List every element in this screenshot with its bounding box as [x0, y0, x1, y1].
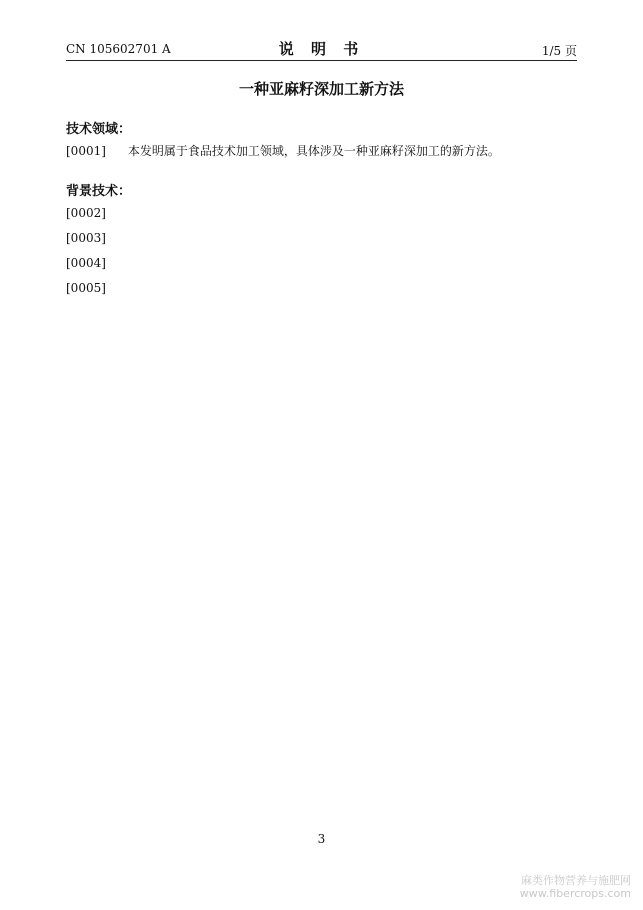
document-title: 一种亚麻籽深加工新方法 — [238, 80, 404, 98]
paragraph-0003 — [66, 228, 581, 249]
paragraph-number: [0001] — [66, 144, 106, 158]
paragraph-0001 — [66, 141, 581, 162]
section-heading-background: 背景技术： — [66, 184, 132, 199]
paragraph-text: 本发明属于食品技术加工领域，具体涉及一种亚麻籽深加工的新方法。 — [127, 144, 500, 158]
section-heading-technical-field: 技术领域： — [66, 122, 132, 137]
paragraph-number: [0004] — [66, 256, 106, 270]
paragraph-number: [0002] — [66, 206, 106, 220]
watermark-url: www.fibercrops.com — [519, 887, 631, 900]
document-number: CN 105602701 A — [66, 42, 171, 56]
page-header — [66, 38, 577, 61]
watermark-site-name: 麻类作物营养与施肥网 — [521, 874, 631, 887]
page-number: 3 — [317, 832, 326, 846]
page-indicator: 1/5 页 — [541, 44, 577, 58]
paragraph-0002 — [66, 203, 581, 224]
document-type: 说 明 书 — [278, 40, 365, 58]
paragraph-0004 — [66, 253, 581, 274]
watermark — [520, 874, 631, 900]
paragraph-number: [0005] — [66, 281, 106, 295]
paragraph-0005 — [66, 278, 581, 299]
document-body — [66, 118, 581, 303]
paragraph-number: [0003] — [66, 231, 106, 245]
